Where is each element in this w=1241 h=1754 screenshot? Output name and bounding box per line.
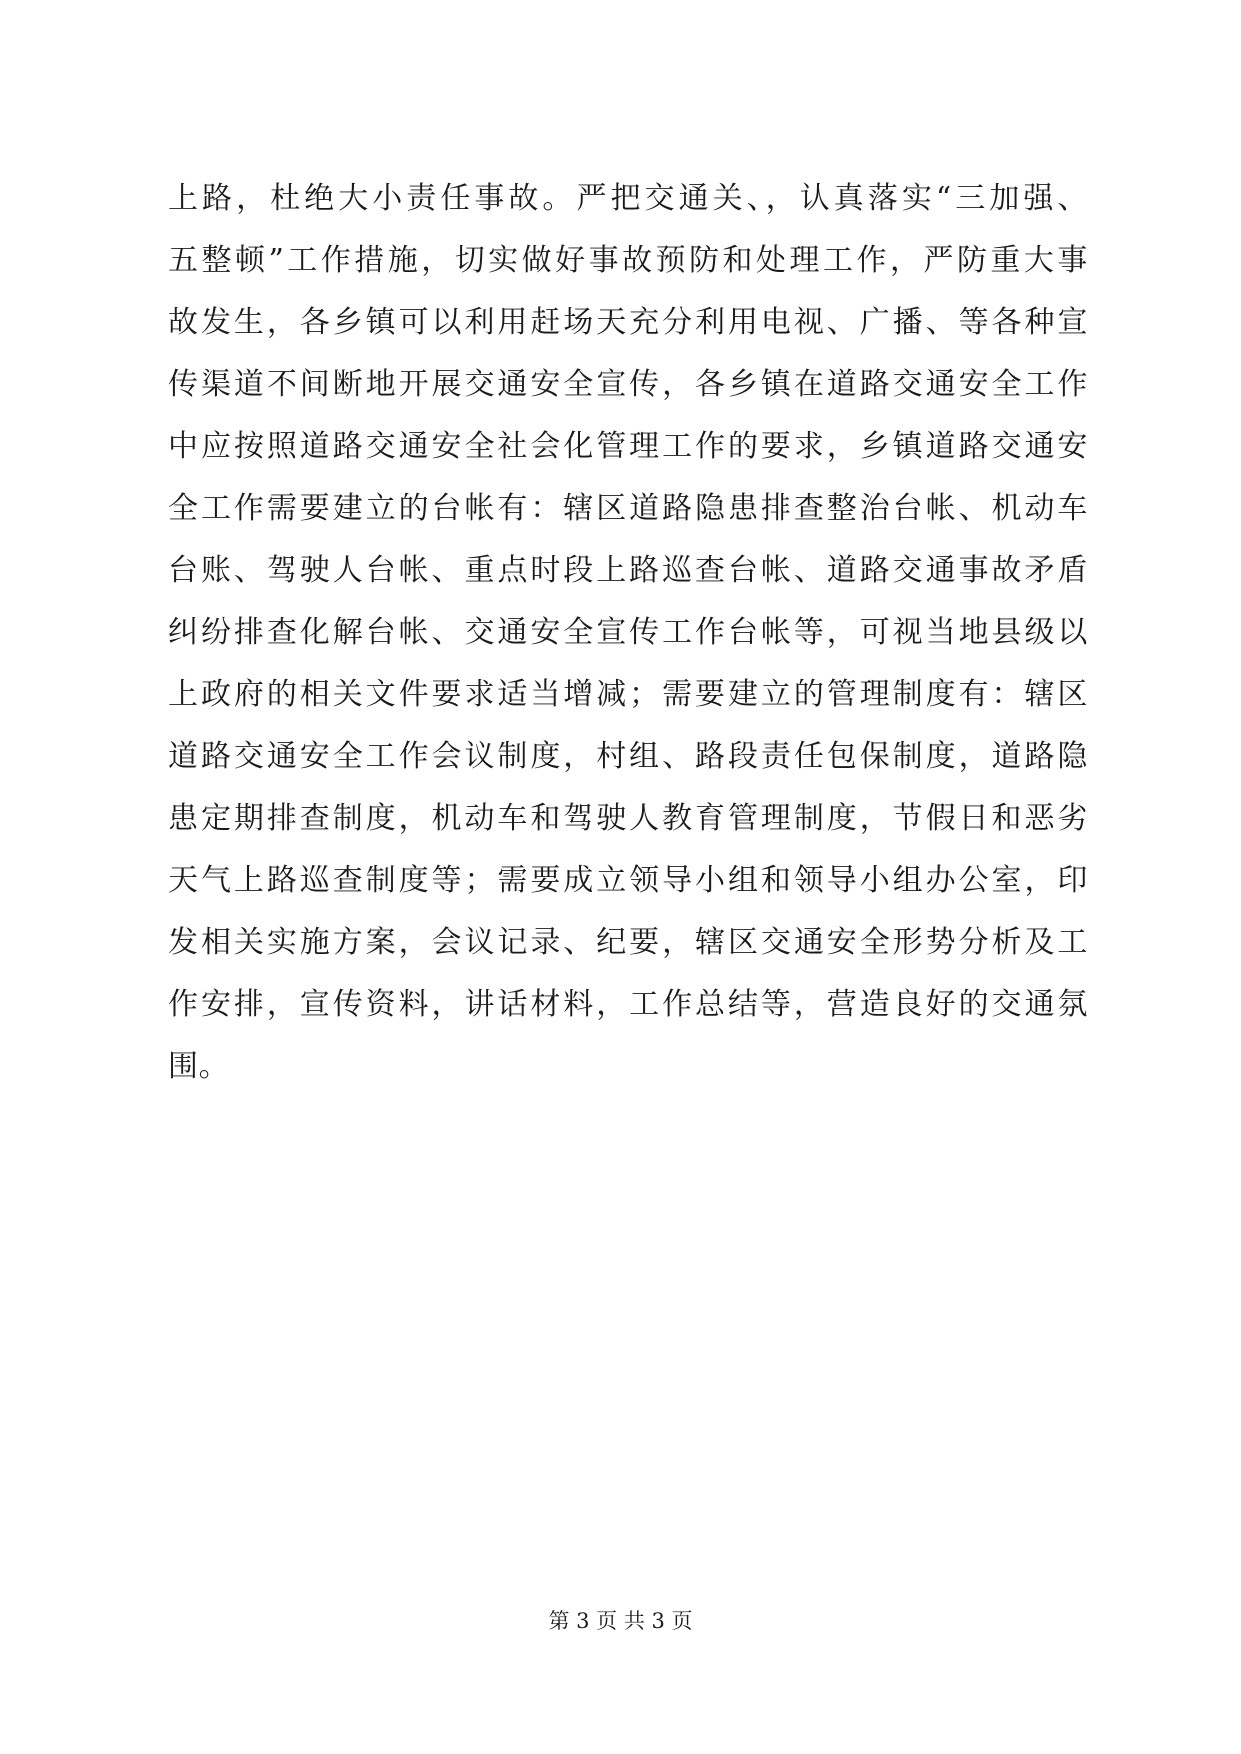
page-footer bbox=[0, 1606, 1241, 1636]
text-line: 全工作需要建立的台帐有：辖区道路隐患排查整治台帐、机动车 bbox=[168, 491, 1088, 526]
text-line: 发相关实施方案，会议记录、纪要，辖区交通安全形势分析及工 bbox=[168, 925, 1088, 960]
text-line: 台账、驾驶人台帐、重点时段上路巡查台帐、道路交通事故矛盾 bbox=[168, 553, 1088, 588]
text-line: 传渠道不间断地开展交通安全宣传，各乡镇在道路交通安全工作 bbox=[168, 367, 1088, 402]
text-line: 患定期排查制度，机动车和驾驶人教育管理制度，节假日和恶劣 bbox=[168, 801, 1088, 836]
text-line: 故发生，各乡镇可以利用赶场天充分利用电视、广播、等各种宣 bbox=[168, 305, 1088, 340]
text-line: 纠纷排查化解台帐、交通安全宣传工作台帐等，可视当地县级以 bbox=[168, 615, 1088, 650]
text-line: 作安排，宣传资料，讲话材料，工作总结等，营造良好的交通氛 bbox=[168, 987, 1088, 1022]
text-line: 道路交通安全工作会议制度，村组、路段责任包保制度，道路隐 bbox=[168, 739, 1088, 774]
text-line: 围。 bbox=[168, 1049, 230, 1084]
text-line: 上路，杜绝大小责任事故。严把交通关、，认真落实“三加强、 bbox=[168, 181, 1088, 216]
page-number-indicator: 第 3 页 共 3 页 bbox=[548, 1609, 693, 1633]
text-line: 中应按照道路交通安全社会化管理工作的要求，乡镇道路交通安 bbox=[168, 429, 1088, 464]
text-line: 五整顿”工作措施，切实做好事故预防和处理工作，严防重大事 bbox=[168, 243, 1088, 278]
text-line: 上政府的相关文件要求适当增减；需要建立的管理制度有：辖区 bbox=[168, 677, 1088, 712]
text-line: 天气上路巡查制度等；需要成立领导小组和领导小组办公室，印 bbox=[168, 863, 1088, 898]
body-paragraph bbox=[168, 168, 1088, 1098]
